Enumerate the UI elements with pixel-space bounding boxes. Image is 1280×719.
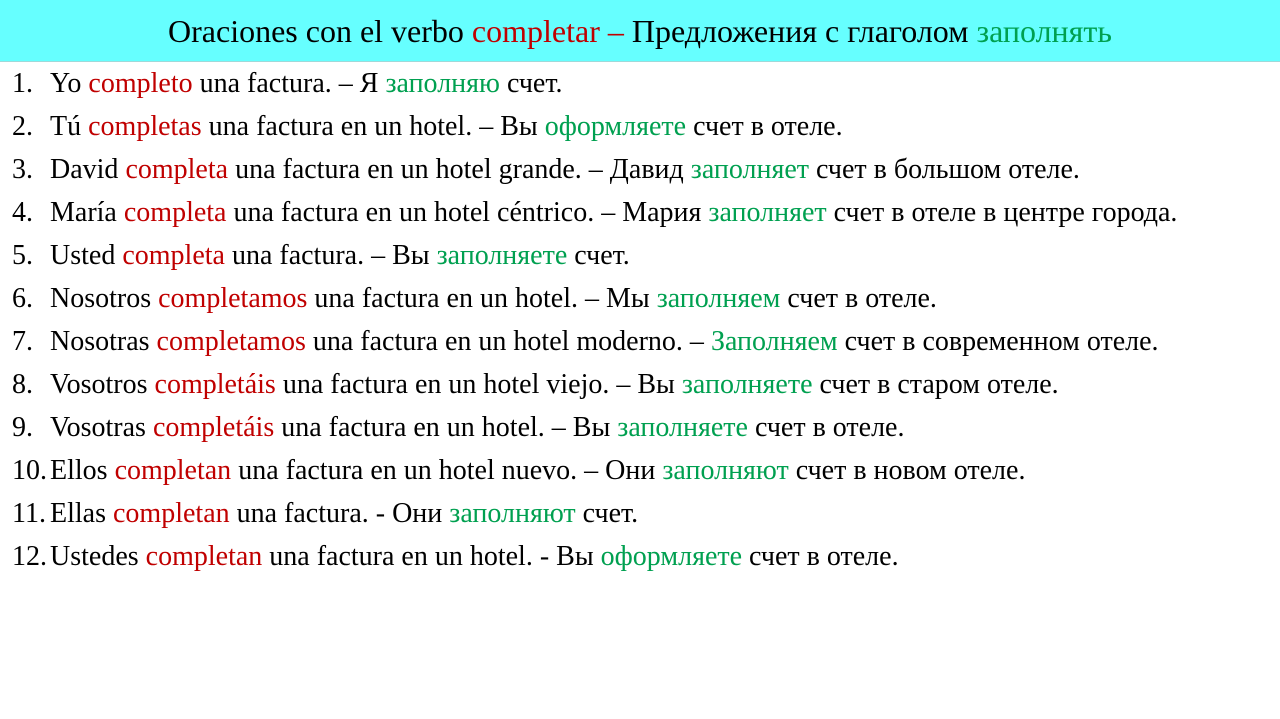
sentence-text: счет в отеле. — [742, 541, 899, 572]
sentence-text: Usted — [50, 240, 123, 271]
item-number: 11. — [12, 498, 46, 529]
russian-verb: оформляете — [600, 541, 743, 572]
russian-verb: заполняют — [449, 498, 576, 529]
list-item — [0, 283, 1280, 315]
spanish-verb: completa — [122, 240, 225, 271]
spanish-verb: completa — [123, 197, 227, 228]
page-title — [0, 0, 1280, 62]
spanish-verb: completamos — [156, 326, 306, 357]
list-item — [0, 541, 1280, 573]
russian-verb: заполняете — [681, 369, 813, 400]
sentence-text: una factura en un hotel. - Вы — [262, 541, 601, 572]
sentence-text: Ellas — [50, 498, 113, 529]
sentence-text: счет в современном отеле. — [837, 326, 1159, 357]
sentence-text: una factura en un hotel. – Вы — [201, 111, 545, 142]
russian-verb: заполняю — [385, 68, 500, 99]
sentence-text: una factura. – Я — [192, 68, 386, 99]
sentence-text: счет в новом отеле. — [788, 455, 1026, 486]
item-number: 8. — [12, 369, 33, 400]
sentence-text: Tú — [50, 111, 89, 142]
item-number: 5. — [12, 240, 33, 271]
list-item — [0, 498, 1280, 530]
title-text-ru: Предложения с глаголом — [623, 13, 977, 49]
title-verb-es: completar — [471, 13, 600, 49]
russian-verb: заполняют — [662, 455, 789, 486]
sentence-text: Yo — [50, 68, 89, 99]
item-number: 10. — [12, 455, 47, 486]
sentence-text: María — [50, 197, 124, 228]
spanish-verb: completan — [114, 455, 232, 486]
item-number: 1. — [12, 68, 33, 99]
title-verb-ru: заполнять — [976, 13, 1112, 49]
item-number: 12. — [12, 541, 47, 572]
sentence-text: Nosotras — [50, 326, 157, 357]
sentence-text: счет. — [575, 498, 639, 529]
list-item — [0, 240, 1280, 272]
spanish-verb: completáis — [154, 369, 276, 400]
sentence-text: una factura en un hotel moderno. – — [305, 326, 711, 357]
list-item — [0, 455, 1280, 487]
sentence-text: Nosotros — [50, 283, 159, 314]
sentence-text: una factura en un hotel. – Мы — [307, 283, 657, 314]
russian-verb: заполняем — [656, 283, 781, 314]
sentence-text: счет в отеле. — [780, 283, 937, 314]
item-number: 6. — [12, 283, 33, 314]
list-item — [0, 111, 1280, 143]
sentence-text: счет. — [567, 240, 630, 271]
list-item — [0, 197, 1280, 229]
spanish-verb: completo — [88, 68, 193, 99]
sentence-text: David — [50, 154, 126, 185]
spanish-verb: completan — [145, 541, 263, 572]
item-number: 9. — [12, 412, 33, 443]
sentence-text: una factura en un hotel grande. – Давид — [228, 154, 691, 185]
title-dash: – — [599, 13, 624, 49]
title-text-es: Oraciones con el verbo — [168, 13, 472, 49]
list-item — [0, 326, 1280, 358]
russian-verb: заполняете — [436, 240, 568, 271]
list-item — [0, 154, 1280, 186]
sentence-text: una factura. – Вы — [224, 240, 437, 271]
sentence-text: una factura en un hotel nuevo. – Они — [231, 455, 663, 486]
sentence-text: una factura. - Они — [229, 498, 450, 529]
sentence-text: una factura en un hotel céntrico. – Мария — [226, 197, 709, 228]
sentence-text: una factura en un hotel. – Вы — [274, 412, 618, 443]
sentence-text: счет в отеле. — [747, 412, 905, 443]
spanish-verb: completa — [125, 154, 229, 185]
list-item — [0, 412, 1280, 444]
sentence-text: una factura en un hotel viejo. – Вы — [275, 369, 682, 400]
russian-verb: заполняете — [617, 412, 748, 443]
russian-verb: заполняет — [690, 154, 810, 185]
item-number: 3. — [12, 154, 33, 185]
spanish-verb: completas — [88, 111, 202, 142]
russian-verb: заполняет — [708, 197, 827, 228]
sentence-text: Vosotros — [50, 369, 155, 400]
sentence-text: Ellos — [50, 455, 115, 486]
item-number: 4. — [12, 197, 33, 228]
russian-verb: Заполняем — [710, 326, 838, 357]
sentence-text: счет в большом отеле. — [809, 154, 1080, 185]
sentence-list — [0, 68, 1280, 584]
sentence-text: счет в старом отеле. — [812, 369, 1059, 400]
sentence-text: Ustedes — [50, 541, 146, 572]
sentence-text: счет в отеле. — [686, 111, 843, 142]
russian-verb: оформляете — [544, 111, 687, 142]
sentence-text: счет в отеле в центре города. — [826, 197, 1178, 228]
spanish-verb: completáis — [152, 412, 275, 443]
list-item — [0, 369, 1280, 401]
item-number: 2. — [12, 111, 33, 142]
sentence-text: счет. — [499, 68, 563, 99]
spanish-verb: completamos — [158, 283, 308, 314]
spanish-verb: completan — [113, 498, 230, 529]
item-number: 7. — [12, 326, 33, 357]
list-item — [0, 68, 1280, 100]
sentence-text: Vosotras — [50, 412, 153, 443]
